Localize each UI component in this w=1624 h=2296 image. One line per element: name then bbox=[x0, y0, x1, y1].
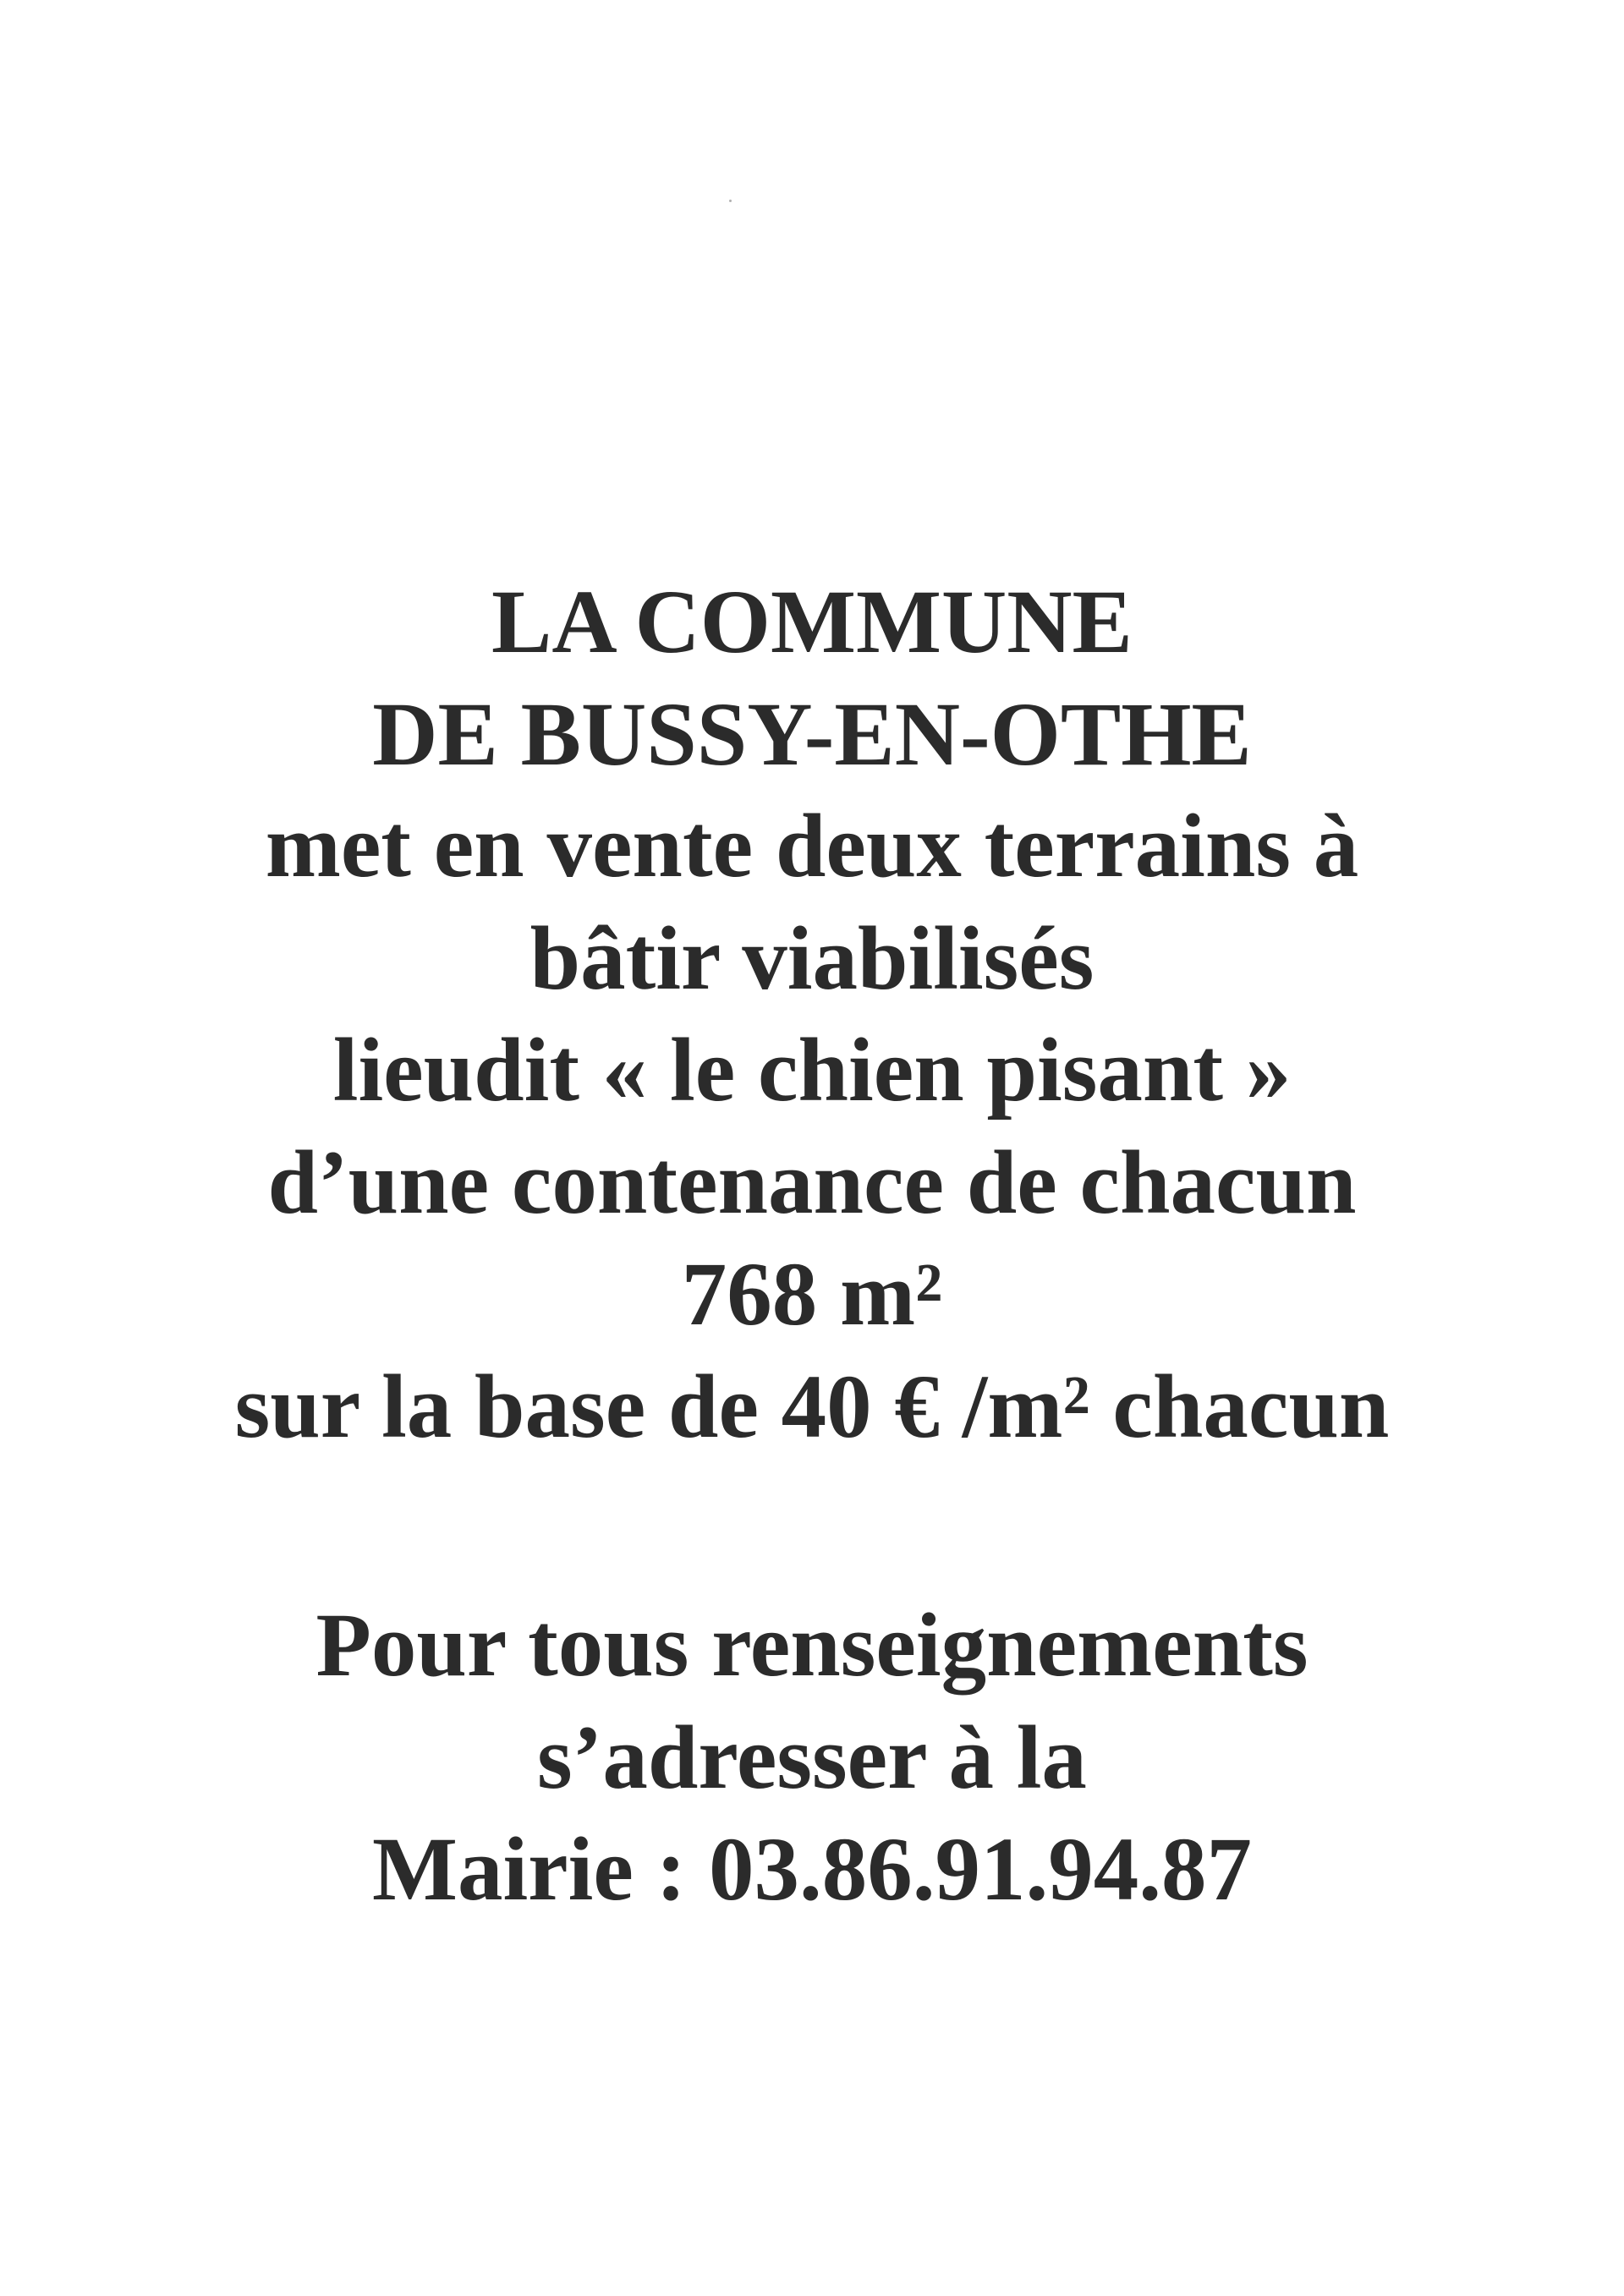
price-line: sur la base de 40 € /m² chacun bbox=[234, 1356, 1390, 1457]
body-line-1: met en vente deux terrains à bbox=[265, 797, 1359, 896]
contact-phone-line: Mairie : 03.86.91.94.87 bbox=[371, 1820, 1253, 1920]
contact-line-1: Pour tous renseignements bbox=[315, 1596, 1309, 1696]
body-line-3: lieudit « le chien pisant » bbox=[332, 1021, 1292, 1121]
announcement-text bbox=[0, 567, 1624, 1926]
contact-line-2: s’adresser à la bbox=[537, 1707, 1087, 1808]
section-spacer bbox=[0, 1463, 1624, 1590]
scan-speck bbox=[729, 200, 732, 202]
body-line-4: d’une contenance de chacun bbox=[267, 1132, 1357, 1233]
area-line: 768 m² bbox=[681, 1245, 943, 1345]
heading-line-2: DE BUSSY-EN-OTHE bbox=[372, 684, 1252, 785]
heading-line-1: LA COMMUNE bbox=[491, 573, 1133, 672]
body-line-2: bâtir viabilisés bbox=[529, 908, 1095, 1009]
